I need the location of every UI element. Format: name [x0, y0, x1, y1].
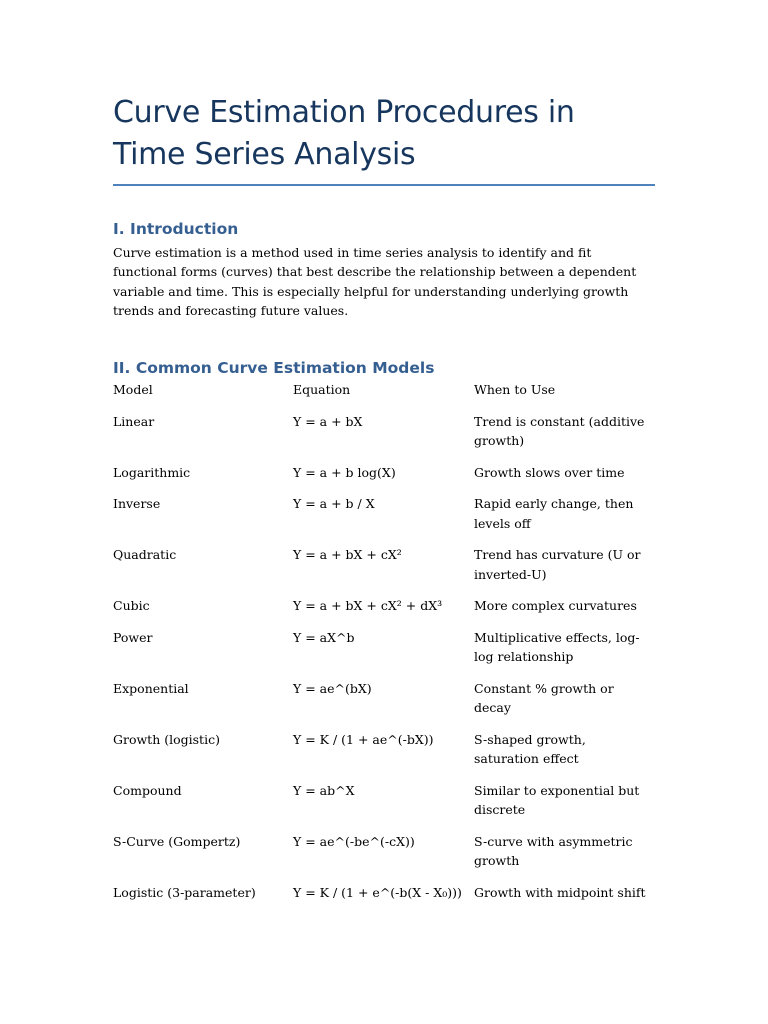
document-title: Curve Estimation Procedures in Time Series Analysis [113, 95, 575, 172]
table-row [113, 596, 655, 628]
table-header-row [113, 380, 655, 412]
column-header-equation: Equation [293, 382, 351, 398]
when-to-use-cell: Rapid early change, then levels off [474, 496, 634, 531]
model-cell: Logistic (3-parameter) [113, 884, 256, 900]
section-heading-models: II. Common Curve Estimation Models [113, 359, 435, 378]
equation-cell: Y = ae^(bX) [293, 680, 372, 696]
when-to-use-cell: Similar to exponential but discrete [474, 782, 640, 818]
model-cell: Cubic [113, 598, 150, 614]
when-to-use-cell: Trend is constant (additive growth) [474, 413, 645, 449]
introduction-paragraph: Curve estimation is a method used in time series analysis to identify and fit functional forms (curves) that best describe the relationship between a dependent variable and time. This is especially helpful for understanding underlying growth trends and forecasting future values. [113, 245, 637, 318]
document-page [113, 92, 655, 914]
when-to-use-cell: S-shaped growth, saturation effect [474, 731, 586, 767]
table-row [113, 832, 655, 883]
column-header-model: Model [113, 382, 153, 398]
model-cell: Inverse [113, 496, 161, 512]
column-header-when-to-use: When to Use [474, 382, 556, 398]
table-row [113, 883, 655, 915]
equation-cell: Y = a + b log(X) [293, 464, 396, 480]
table-row [113, 494, 655, 545]
table-row [113, 545, 655, 596]
table-row [113, 628, 655, 679]
when-to-use-cell: Growth slows over time [474, 464, 625, 480]
model-cell: Exponential [113, 680, 189, 696]
table-row [113, 679, 655, 730]
title-divider [113, 184, 655, 186]
model-cell: Logarithmic [113, 464, 191, 480]
section-heading-introduction: I. Introduction [113, 220, 239, 238]
table-row [113, 463, 655, 495]
table-row [113, 412, 655, 463]
when-to-use-cell: S-curve with asymmetric growth [474, 833, 633, 869]
model-cell: Quadratic [113, 547, 177, 563]
equation-cell: Y = ae^(-be^(-cX)) [293, 833, 415, 849]
models-table-body [113, 412, 655, 915]
model-cell: Growth (logistic) [113, 731, 220, 747]
model-cell: Compound [113, 782, 182, 798]
table-row [113, 781, 655, 832]
equation-cell: Y = a + bX + cX² + dX³ [293, 598, 443, 614]
equation-cell: Y = a + b / X [293, 496, 375, 512]
equation-cell: Y = a + bX + cX² [293, 547, 402, 563]
equation-cell: Y = a + bX [293, 413, 363, 429]
when-to-use-cell: Multiplicative effects, log-log relationship [474, 629, 640, 665]
table-row [113, 730, 655, 781]
equation-cell: Y = K / (1 + e^(-b(X - X₀))) [293, 884, 462, 900]
when-to-use-cell: Trend has curvature (U or inverted-U) [474, 547, 641, 582]
when-to-use-cell: Growth with midpoint shift [474, 884, 646, 900]
model-cell: S-Curve (Gompertz) [113, 833, 241, 849]
model-cell: Power [113, 629, 153, 645]
when-to-use-cell: More complex curvatures [474, 598, 637, 614]
model-cell: Linear [113, 413, 155, 429]
models-table [113, 380, 655, 914]
equation-cell: Y = aX^b [293, 629, 355, 645]
equation-cell: Y = ab^X [293, 782, 355, 798]
equation-cell: Y = K / (1 + ae^(-bX)) [293, 731, 434, 747]
when-to-use-cell: Constant % growth or decay [474, 680, 614, 716]
